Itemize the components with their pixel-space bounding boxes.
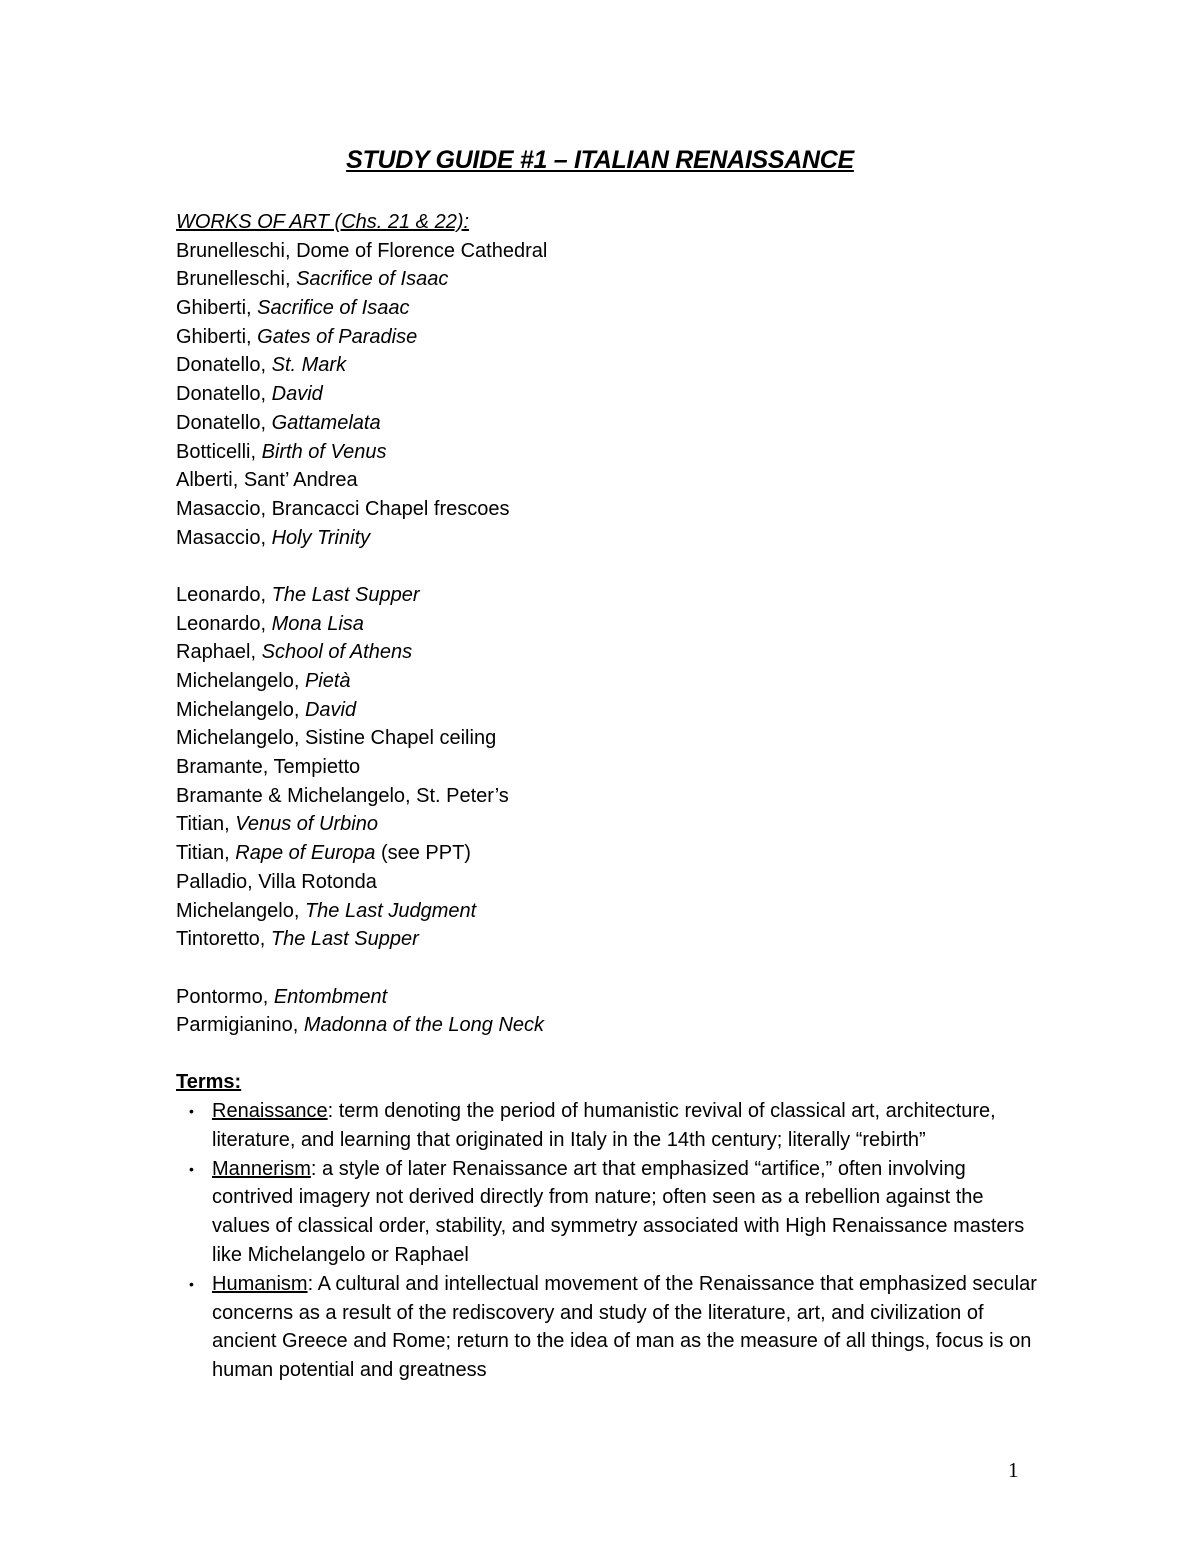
work-artist: Titian,	[176, 813, 236, 836]
work-title: Rape of Europa	[235, 842, 376, 865]
terms-list	[176, 1097, 1046, 1385]
work-item	[176, 294, 1076, 323]
work-artist: Michelangelo,	[176, 727, 305, 750]
work-name: Sistine Chapel ceiling	[304, 727, 497, 750]
spacer	[176, 954, 1076, 983]
work-name: Villa Rotonda	[258, 870, 377, 893]
work-title: School of Athens	[261, 641, 413, 664]
work-item	[176, 323, 1076, 352]
work-item	[176, 466, 1076, 495]
works-of-art-section	[176, 208, 1076, 1040]
work-item	[176, 1011, 1076, 1040]
work-name: Sant’ Andrea	[243, 469, 358, 492]
work-item	[176, 638, 1076, 667]
work-item	[176, 753, 1076, 782]
work-item	[176, 810, 1076, 839]
work-artist: Donatello,	[176, 354, 272, 377]
bullet-icon: •	[189, 1103, 194, 1119]
work-item	[176, 897, 1076, 926]
work-artist: Parmigianino,	[176, 1014, 304, 1037]
work-title: St. Mark	[271, 354, 347, 377]
work-title: Gates of Paradise	[257, 325, 418, 348]
bullet-icon: •	[189, 1275, 194, 1292]
work-title: The Last Judgment	[304, 899, 477, 922]
bullet-icon: •	[189, 1160, 194, 1177]
work-name: Dome of Florence Cathedral	[296, 239, 548, 262]
work-item	[176, 265, 1076, 294]
work-artist: Donatello,	[176, 411, 272, 434]
work-name: Brancacci Chapel frescoes	[271, 497, 510, 520]
work-title: Gattamelata	[271, 411, 381, 434]
work-item	[176, 524, 1076, 553]
work-artist: Donatello,	[176, 383, 272, 406]
work-artist: Leonardo,	[176, 612, 272, 635]
work-title: David	[304, 698, 357, 721]
work-title: Madonna of the Long Neck	[303, 1014, 545, 1037]
spacer	[176, 552, 1076, 581]
work-artist: Alberti,	[176, 469, 244, 492]
work-title: Birth of Venus	[261, 440, 387, 463]
work-artist: Titian,	[176, 842, 236, 865]
work-item	[176, 581, 1076, 610]
work-item	[176, 380, 1076, 409]
work-artist: Raphael,	[176, 641, 262, 664]
work-name: Tempietto	[273, 756, 361, 779]
work-artist: Michelangelo,	[176, 899, 305, 922]
term-item	[176, 1097, 1046, 1155]
works-group-early-renaissance	[176, 237, 1076, 553]
work-artist: Bramante,	[176, 756, 274, 779]
work-artist: Masaccio,	[176, 497, 272, 520]
work-artist: Michelangelo,	[176, 698, 305, 721]
work-title: Holy Trinity	[271, 526, 371, 549]
work-artist: Masaccio,	[176, 526, 272, 549]
work-artist: Tintoretto,	[176, 928, 271, 951]
work-title: Pietà	[304, 670, 351, 692]
work-artist: Botticelli,	[176, 440, 262, 463]
work-title: David	[271, 383, 323, 406]
work-name: St. Peter’s	[416, 784, 509, 807]
work-artist: Bramante & Michelangelo,	[176, 784, 417, 807]
work-title: The Last Supper	[270, 928, 419, 951]
work-artist: Leonardo,	[176, 583, 272, 606]
work-item	[176, 610, 1076, 639]
term-definition: : a style of later Renaissance art that emphasized “artifice,” often involving contrived imagery not derived directly from nature; often seen as a rebellion against the values of classical order, stability, and symmetry associated with High Renaissance masters like Michelangelo or Raphael	[212, 1157, 1025, 1266]
works-group-mannerism	[176, 983, 1076, 1040]
work-item	[176, 983, 1076, 1012]
work-title: The Last Supper	[271, 583, 420, 606]
work-item	[176, 839, 1076, 868]
work-item	[176, 782, 1076, 811]
works-of-art-heading: WORKS OF ART (Chs. 21 & 22):	[176, 211, 470, 233]
work-artist: Brunelleschi,	[176, 239, 297, 262]
work-artist: Ghiberti,	[176, 325, 258, 348]
work-item	[176, 409, 1076, 438]
page-number: 1	[1008, 1458, 1019, 1482]
work-artist: Pontormo,	[176, 985, 274, 1008]
work-item	[176, 925, 1076, 954]
work-item	[176, 495, 1076, 524]
work-artist: Ghiberti,	[176, 297, 258, 320]
work-item	[176, 438, 1076, 467]
work-title: Entombment	[273, 985, 388, 1008]
work-title: Mona Lisa	[271, 612, 364, 635]
work-item	[176, 696, 1076, 725]
work-item	[176, 724, 1076, 753]
work-item	[176, 667, 1076, 696]
term-name: Humanism	[212, 1272, 308, 1295]
terms-heading: Terms:	[176, 1071, 242, 1093]
terms-section	[176, 1068, 1046, 1385]
work-item	[176, 237, 1076, 266]
term-name: Renaissance	[212, 1100, 328, 1122]
work-title: Venus of Urbino	[235, 813, 378, 836]
work-name: (see PPT)	[375, 842, 471, 865]
work-title: Sacrifice of Isaac	[296, 268, 449, 291]
work-artist: Brunelleschi,	[176, 268, 297, 291]
term-item	[176, 1155, 1046, 1270]
work-item	[176, 868, 1076, 897]
page-title: STUDY GUIDE #1 – ITALIAN RENAISSANCE	[346, 146, 854, 174]
works-group-high-renaissance	[176, 581, 1076, 954]
term-definition: : A cultural and intellectual movement of the Renaissance that emphasized secular concerns as a result of the rediscovery and study of the literature, art, and civilization of ancient Greece and Rome; return to the idea of man as the measure of all things, focus is on human potential and greatness	[212, 1272, 1037, 1382]
work-item	[176, 351, 1076, 380]
work-artist: Palladio,	[176, 870, 259, 893]
term-name: Mannerism	[212, 1157, 311, 1180]
work-title: Sacrifice of Isaac	[257, 297, 410, 320]
term-definition: : term denoting the period of humanistic revival of classical art, architecture, literature, and learning that originated in Italy in the 14th century; literally “rebirth”	[212, 1100, 996, 1151]
work-artist: Michelangelo,	[176, 670, 305, 692]
term-item	[176, 1270, 1046, 1385]
